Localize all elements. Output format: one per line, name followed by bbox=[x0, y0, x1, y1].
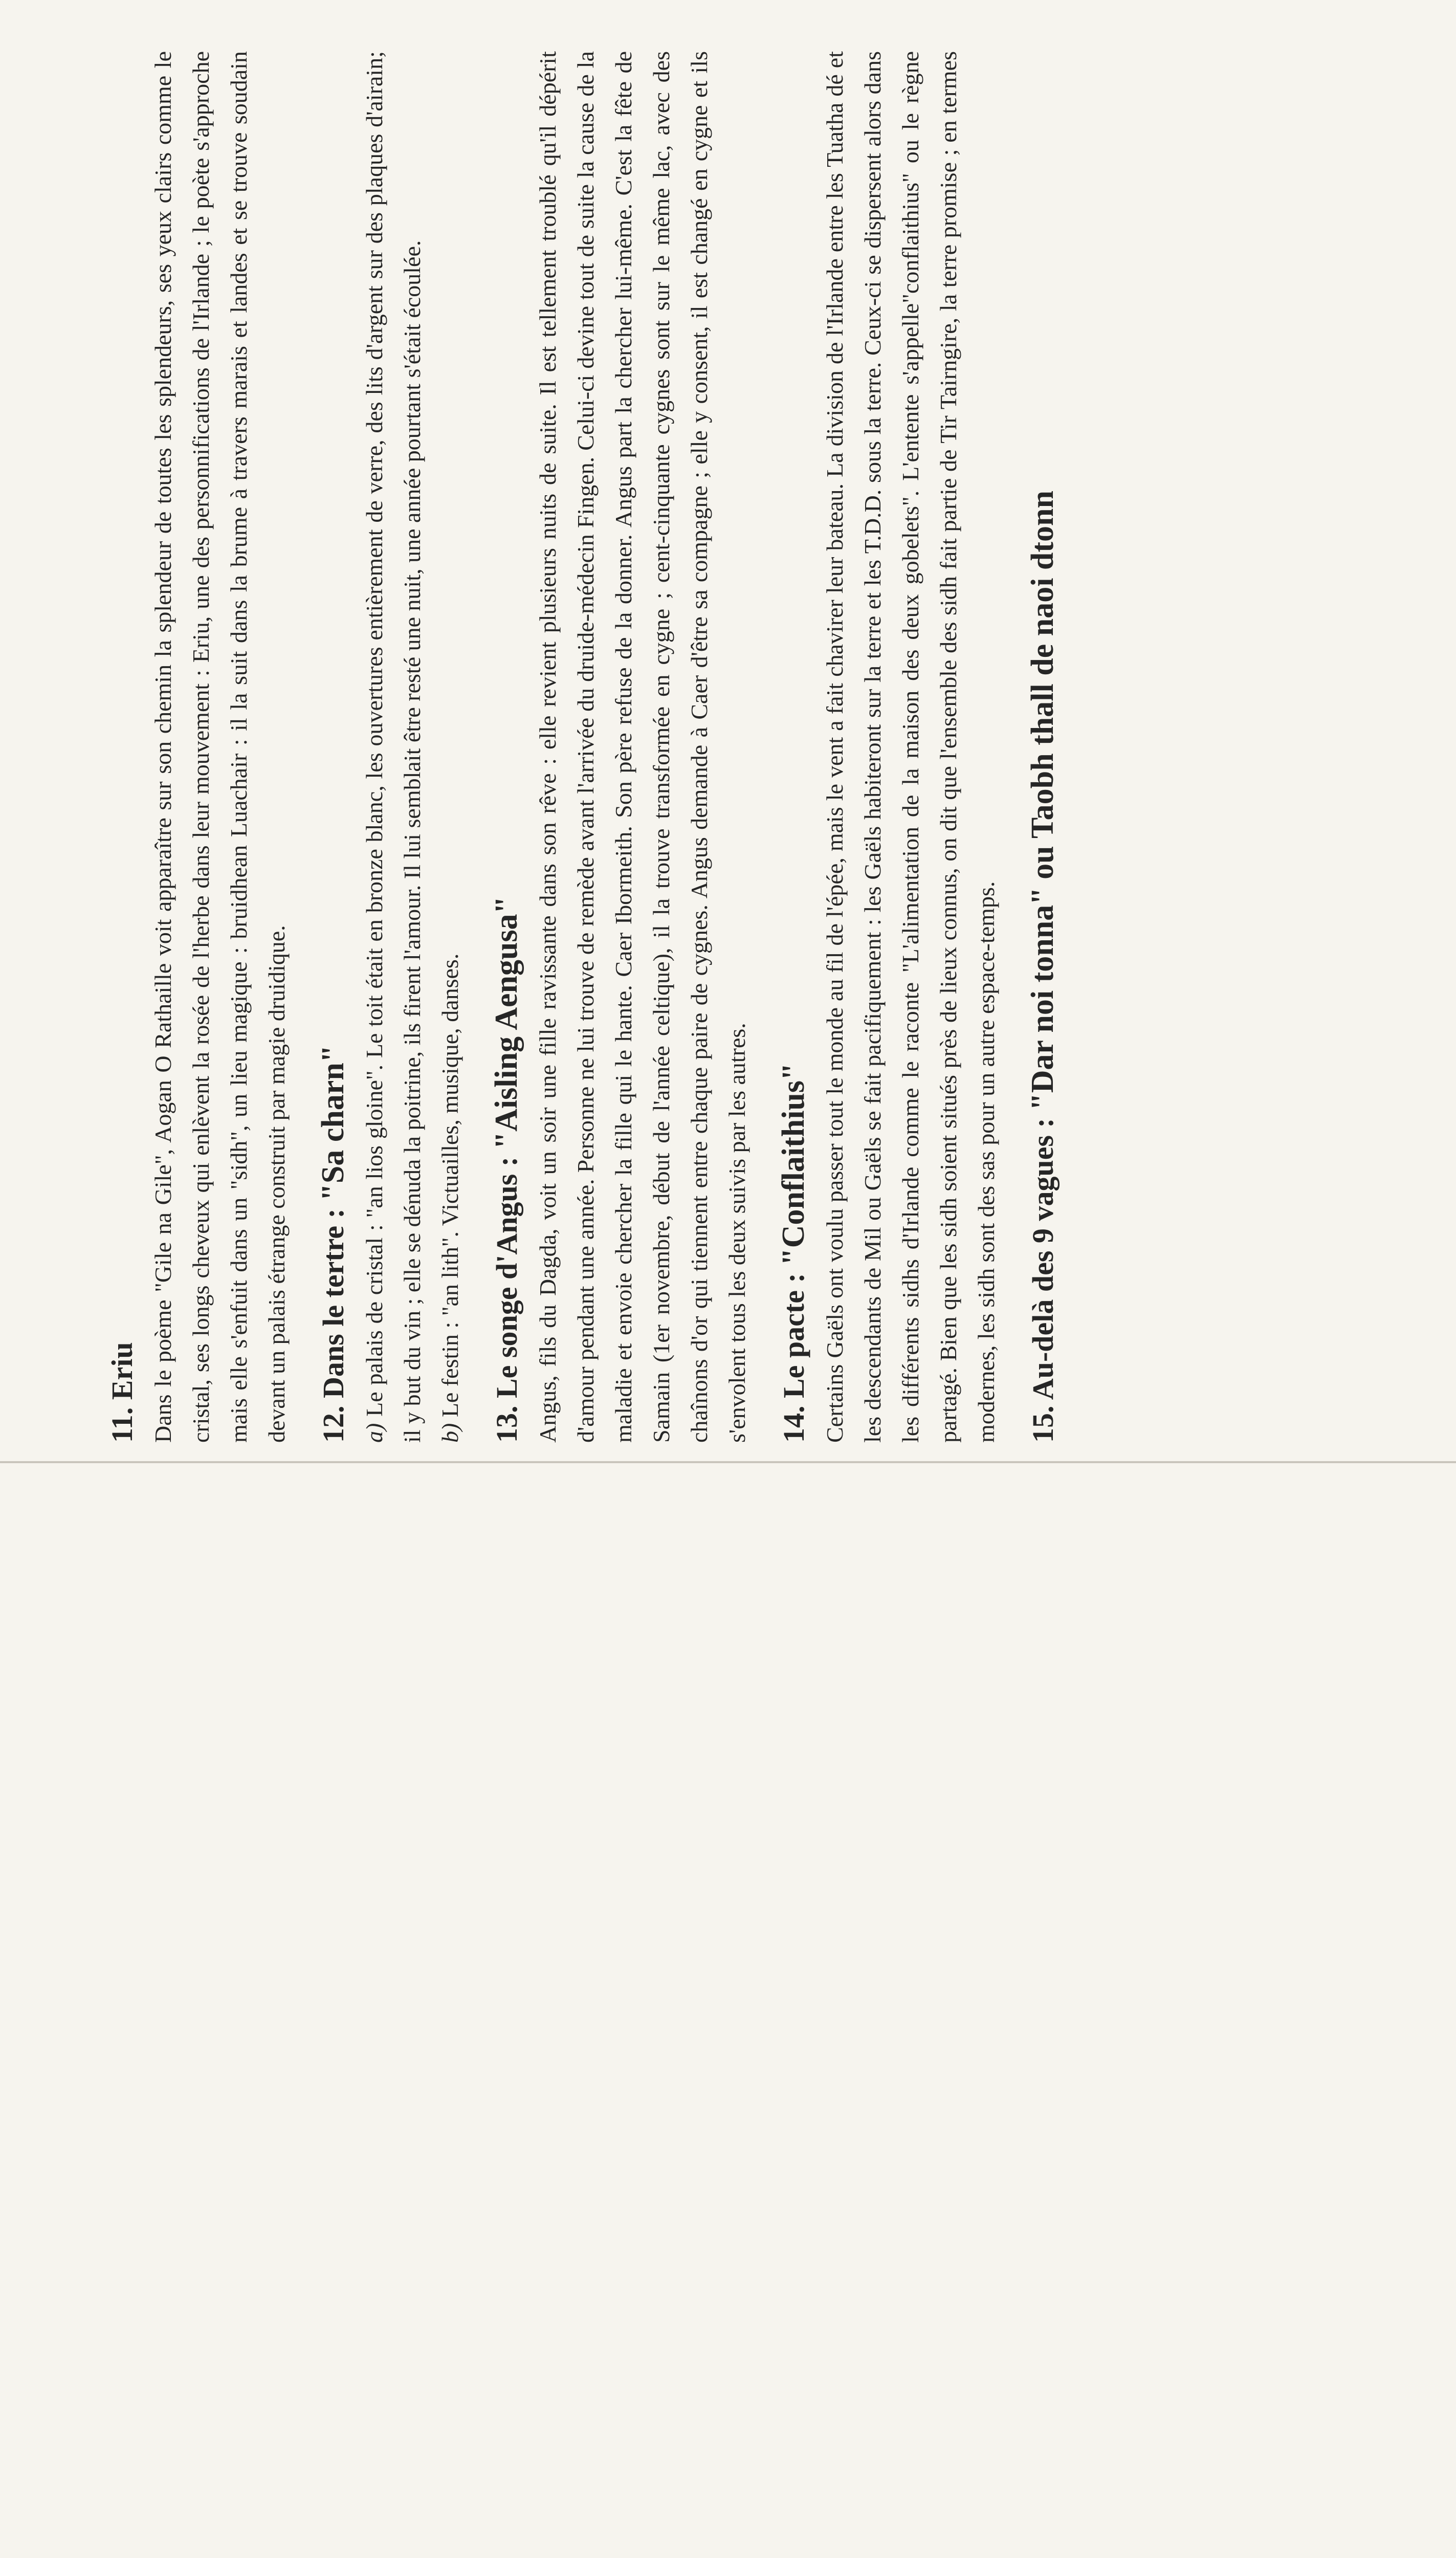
section-heading-14 bbox=[774, 51, 814, 1443]
upper-rotated-text bbox=[102, 51, 1065, 1443]
section-13-paragraph: Angus, fils du Dagda, voit un soir une fille ravissante dans son rêve : elle revient plusieurs nuits de suite. Il est tellement troublé qu'il dépérit d'amour pendant une année. Personne ne lui trouve de remède avant l'arrivée du druide-médecin Fingen. Celui-ci devine tout de suite la cause de la maladie et envoie chercher la fille qui le hante. Caer Ibormeith. Son père refuse de la donner. Angus part la chercher lui-même. C'est la fête de Samain (1er novembre, début de l'année celtique), il la trouve transformée en cygne ; cent-cinquante cygnes sont sur le même lac, avec des chaînons d'or qui tiennent entre chaque paire de cygnes. Angus demande à Caer d'être sa compagne ; elle y consent, il est changé en cygne et ils s'envolent tous les deux suivis par les autres. bbox=[535, 51, 750, 1443]
section-heading-13 bbox=[487, 51, 527, 1443]
item-letter-a: a) bbox=[361, 1423, 387, 1443]
item-text-b: Le festin : "an lith". Victuailles, musique, danses. bbox=[437, 953, 463, 1423]
section-14-paragraph: Certains Gaëls ont voulu passer tout le monde au fil de l'épée, mais le vent a fait chavirer leur bateau. La division de l'Irlande entre les Tuatha dé et les descendants de Mil ou Gaëls se fait pacifiquement : les Gaëls habiteront sur la terre et les T.D.D. sous la terre. Ceux-ci se dispersent alors dans les différents sidhs d'Irlande comme le raconte "L'alimentation de la maison des deux gobelets". L'entente s'appelle"conflaithius" ou le règne partagé. Bien que les sidh soient situés près de lieux connus, on dit que l'ensemble des sidh fait partie de Tir Tairngire, la terre promise ; en termes modernes, les sidh sont des sas pour un autre espace-temps. bbox=[822, 51, 999, 1443]
section-heading-12 bbox=[313, 51, 354, 1443]
section-heading-11: 11. Eriu bbox=[105, 1342, 139, 1443]
booklet-panel-lower bbox=[0, 1463, 1456, 2558]
section-heading-15 bbox=[1023, 51, 1063, 1443]
section-heading-14-quote: "Conflaithius" bbox=[776, 1063, 811, 1266]
section-12-item-a bbox=[356, 51, 431, 1443]
section-12-item-b bbox=[431, 51, 469, 1443]
section-heading-12-prefix: 12. Dans le tertre : bbox=[317, 1201, 350, 1443]
section-heading-15-quote: "Dar noi tonna" ou Taobh thall de naoi dtonn bbox=[1025, 490, 1060, 1111]
section-heading-12-quote: "Sa charn" bbox=[316, 1045, 350, 1201]
item-letter-b: b) bbox=[437, 1423, 463, 1443]
section-11-paragraph: Dans le poème "Gile na Gile", Aogan O Rathaille voit apparaître sur son chemin la splendeur de toutes les splendeurs, ses yeux clairs comme le cristal, ses longs cheveux qui enlèvent la rosée de l'herbe dans leur mouvement : Eriu, une des personnifications de l'Irlande ; le poète s'approche mais elle s'enfuit dans un "sidh", un lieu magique : bruidhean Luachair : il la suit dans la brume à travers marais et landes et se trouve soudain devant un palais étrange construit par magie druidique. bbox=[150, 51, 290, 1443]
section-heading-13-quote: "Aisling Aengusa" bbox=[489, 896, 524, 1150]
section-heading-14-prefix: 14. Le pacte : bbox=[777, 1265, 810, 1443]
section-heading-15-prefix: 15. Au-delà des 9 vagues : bbox=[1026, 1110, 1060, 1443]
section-heading-13-prefix: 13. Le songe d'Angus : bbox=[490, 1149, 523, 1443]
item-text-a: Le palais de cristal : "an lios gloine". Le toit était en bronze blanc, les ouvertures entièrement de verre, des lits d'argent sur des plaques d'airain; il y but du vin ; elle se dénuda la poitrine, ils firent l'amour. Il lui semblait être resté une nuit, une année pourtant s'était écoulée. bbox=[361, 51, 425, 1443]
